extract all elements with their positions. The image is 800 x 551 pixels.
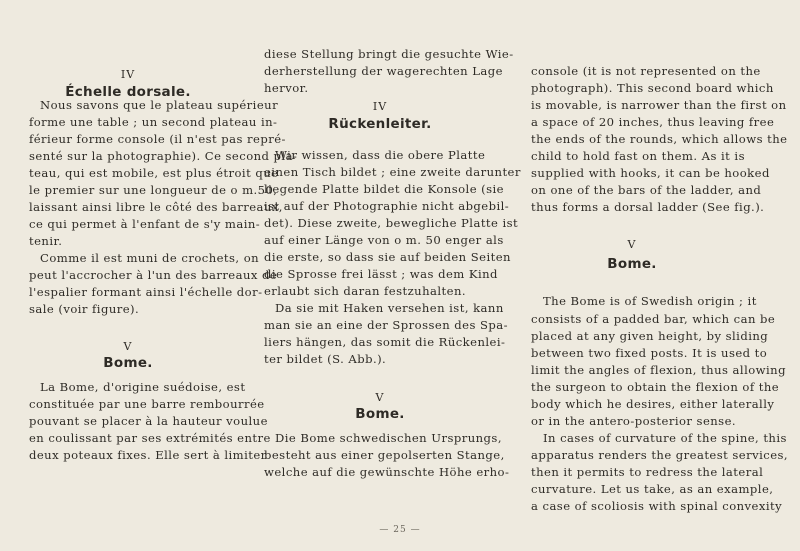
text-line: body which he desires, either laterally — [531, 397, 775, 411]
text-line: liegende Platte bildet die Konsole (sie — [264, 182, 504, 196]
text-line: limit the angles of flexion, thus allowing — [531, 363, 786, 377]
text-line: child to hold fast on them. As it is — [531, 149, 745, 163]
text-line: sale (voir figure). — [29, 302, 140, 316]
text-line: apparatus renders the greatest services, — [531, 448, 789, 462]
text-line: le premier sur une longueur de o m.50, — [29, 183, 278, 197]
text-line: die erste, so dass sie auf beiden Seiten — [264, 250, 511, 264]
text-line: the ends of the rounds, which allows the — [531, 132, 788, 146]
text-line: tenir. — [29, 234, 63, 248]
text-line: The Bome is of Swedish origin ; it — [543, 294, 757, 308]
text-line: deux poteaux fixes. Elle sert à limiter — [29, 448, 267, 462]
text-line: forme une table ; un second plateau in- — [29, 115, 278, 129]
text-line: welche auf die gewünschte Höhe erho- — [264, 465, 510, 479]
text-line: det). Diese zweite, bewegliche Platte ist — [264, 216, 519, 230]
section-numeral: V — [123, 340, 133, 353]
text-line: In cases of curvature of the spine, this — [543, 431, 787, 445]
text-line: en coulissant par ses extrémités entre — [29, 431, 271, 445]
text-line: senté sur la photographie). Ce second pla- — [29, 149, 298, 163]
text-line: the surgeon to obtain the flexion of the — [531, 380, 780, 394]
text-line: then it permits to redress the lateral — [531, 465, 764, 479]
text-line: liers hängen, das somit die Rückenlei- — [264, 335, 506, 349]
text-line: peut l'accrocher à l'un des barreaux de — [29, 268, 278, 282]
section-heading: Échelle dorsale. — [65, 84, 191, 100]
section-numeral: IV — [120, 68, 136, 81]
text-line: on one of the bars of the ladder, and — [531, 183, 762, 197]
text-line: derherstellung der wagerechten Lage — [264, 64, 503, 78]
text-line: Wir wissen, dass die obere Platte — [275, 148, 486, 162]
text-line: auf einer Länge von o m. 50 enger als — [264, 233, 504, 247]
text-line: is movable, is narrower than the first on — [531, 98, 787, 112]
text-line: laissant ainsi libre le côté des barreaux, — [29, 200, 283, 214]
text-line: thus forms a dorsal ladder (See fig.). — [531, 200, 765, 214]
text-line: teau, qui est mobile, est plus étroit que — [29, 166, 279, 180]
text-line: or in the antero-posterior sense. — [531, 414, 737, 428]
text-line: l'espalier formant ainsi l'échelle dor- — [29, 285, 263, 299]
text-line: a case of scoliosis with spinal convexity — [531, 499, 783, 513]
page-number: — 25 — — [379, 525, 421, 535]
text-line: a space of 20 inches, thus leaving free — [531, 115, 775, 129]
text-line: Da sie mit Haken versehen ist, kann — [275, 301, 504, 315]
text-line: erlaubt sich daran festzuhalten. — [264, 284, 466, 298]
text-line: besteht aus einer gepolserten Stange, — [264, 448, 505, 462]
section-heading: Bome. — [607, 256, 657, 272]
text-line: placed at any given height, by sliding — [531, 329, 769, 343]
text-line: diese Stellung bringt die gesuchte Wie- — [264, 47, 514, 61]
text-line: curvature. Let us take, as an example, — [531, 482, 774, 496]
text-line: La Bome, d'origine suédoise, est — [40, 380, 246, 394]
text-line: Nous savons que le plateau supérieur — [40, 98, 279, 112]
text-line: Die Bome schwedischen Ursprungs, — [275, 431, 502, 445]
text-line: constituée par une barre rembourrée — [29, 397, 265, 411]
text-line: console (it is not represented on the — [531, 64, 761, 78]
text-line: ter bildet (S. Abb.). — [264, 352, 387, 366]
text-line: supplied with hooks, it can be hooked — [531, 166, 770, 180]
section-numeral: V — [627, 238, 637, 251]
text-line: consists of a padded bar, which can be — [531, 312, 776, 326]
section-heading: Bome. — [103, 355, 153, 371]
section-heading: Rückenleiter. — [328, 116, 432, 132]
text-line: hervor. — [264, 81, 309, 95]
text-line: between two fixed posts. It is used to — [531, 346, 768, 360]
text-line: die Sprosse frei lässt ; was dem Kind — [264, 267, 498, 281]
section-numeral: V — [375, 391, 385, 404]
text-line: einen Tisch bildet ; eine zweite darunter — [264, 165, 521, 179]
text-line: ce qui permet à l'enfant de s'y main- — [29, 217, 261, 231]
text-line: férieur forme console (il n'est pas repré- — [29, 132, 286, 146]
text-line: ist auf der Photographie nicht abgebil- — [264, 199, 510, 213]
text-line: man sie an eine der Sprossen des Spa- — [264, 318, 508, 332]
text-line: Comme il est muni de crochets, on — [40, 251, 260, 265]
section-heading: Bome. — [355, 406, 405, 422]
section-numeral: IV — [372, 100, 388, 113]
text-line: photograph). This second board which — [531, 81, 774, 95]
text-line: pouvant se placer à la hauteur voulue — [29, 414, 268, 428]
